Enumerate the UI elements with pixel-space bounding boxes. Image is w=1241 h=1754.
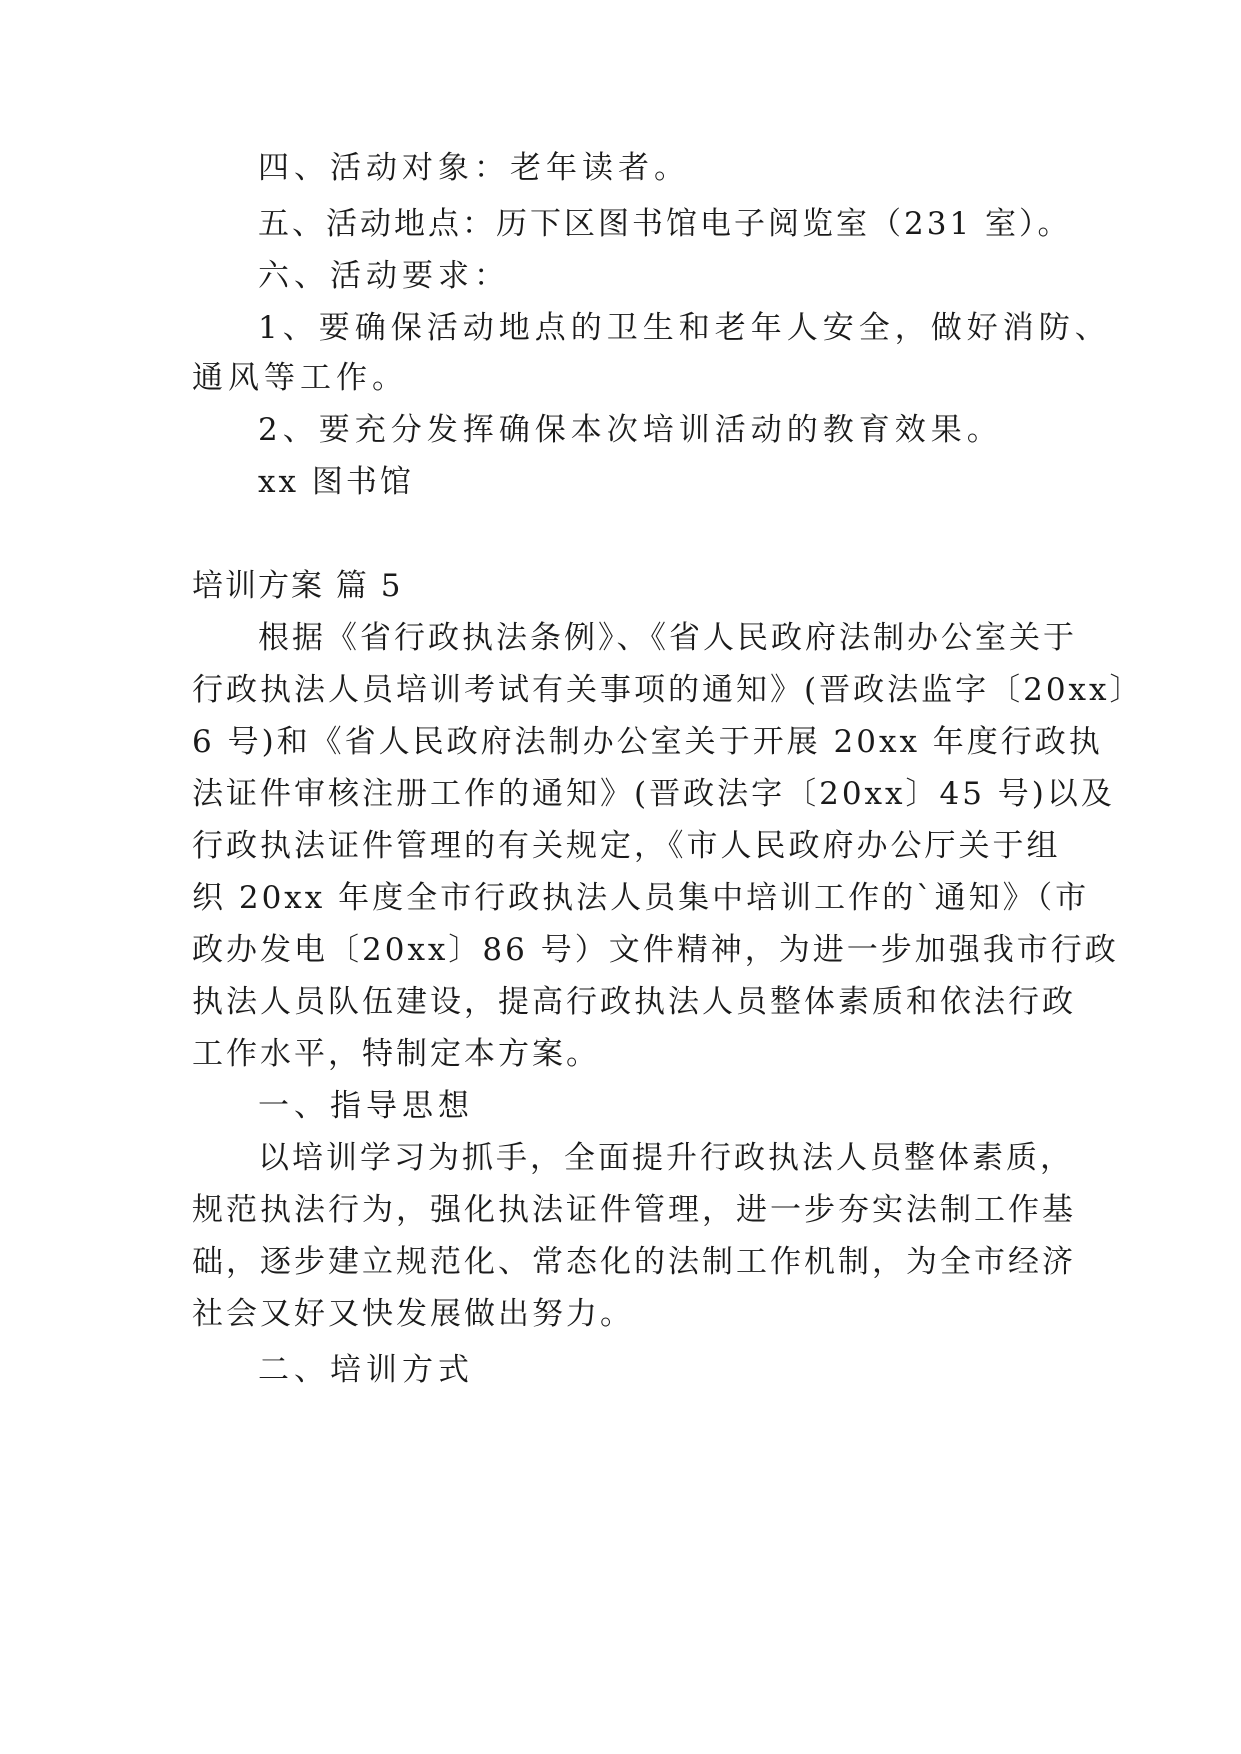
library-signature: xx 图书馆 xyxy=(258,464,414,500)
intro-line-9: 工作水平，特制定本方案。 xyxy=(192,1036,600,1072)
intro-line-2: 行政执法人员培训考试有关事项的通知》(晋政法监字〔20xx〕 xyxy=(192,672,1144,708)
guiding-line-2: 规范执法行为，强化执法证件管理，进一步夯实法制工作基 xyxy=(192,1192,1076,1228)
intro-line-4: 法证件审核注册工作的通知》(晋政法字〔20xx〕45 号)以及 xyxy=(192,776,1115,812)
intro-line-7: 政办发电〔20xx〕86 号）文件精神，为进一步加强我市行政 xyxy=(192,932,1119,968)
activity-requirements-heading: 六、活动要求： xyxy=(258,258,510,294)
intro-line-3: 6 号)和《省人民政府法制办公室关于开展 20xx 年度行政执 xyxy=(192,724,1103,760)
guiding-line-1: 以培训学习为抓手，全面提升行政执法人员整体素质， xyxy=(258,1140,1074,1176)
guiding-line-4: 社会又好又快发展做出努力。 xyxy=(192,1296,634,1332)
activity-target-line: 四、活动对象：老年读者。 xyxy=(258,150,690,186)
requirement-1-line-2: 通风等工作。 xyxy=(192,360,408,396)
guiding-line-3: 础，逐步建立规范化、常态化的法制工作机制，为全市经济 xyxy=(192,1244,1076,1280)
intro-line-6: 织 20xx 年度全市行政执法人员集中培训工作的`通知》（市 xyxy=(192,880,1090,916)
intro-line-5: 行政执法证件管理的有关规定，《市人民政府办公厅关于组 xyxy=(192,828,1061,864)
training-method-heading: 二、培训方式 xyxy=(258,1352,474,1388)
activity-location-line: 五、活动地点：历下区图书馆电子阅览室（231 室）。 xyxy=(258,206,1072,242)
guiding-ideology-heading: 一、指导思想 xyxy=(258,1088,474,1124)
requirement-1-line-1: 1、要确保活动地点的卫生和老年人安全，做好消防、 xyxy=(258,310,1111,346)
intro-line-1: 根据《省行政执法条例》、《省人民政府法制办公室关于 xyxy=(258,620,1077,656)
intro-line-8: 执法人员队伍建设，提高行政执法人员整体素质和依法行政 xyxy=(192,984,1076,1020)
section-heading: 培训方案 篇 5 xyxy=(192,568,403,604)
requirement-2-line: 2、要充分发挥确保本次培训活动的教育效果。 xyxy=(258,412,1003,448)
